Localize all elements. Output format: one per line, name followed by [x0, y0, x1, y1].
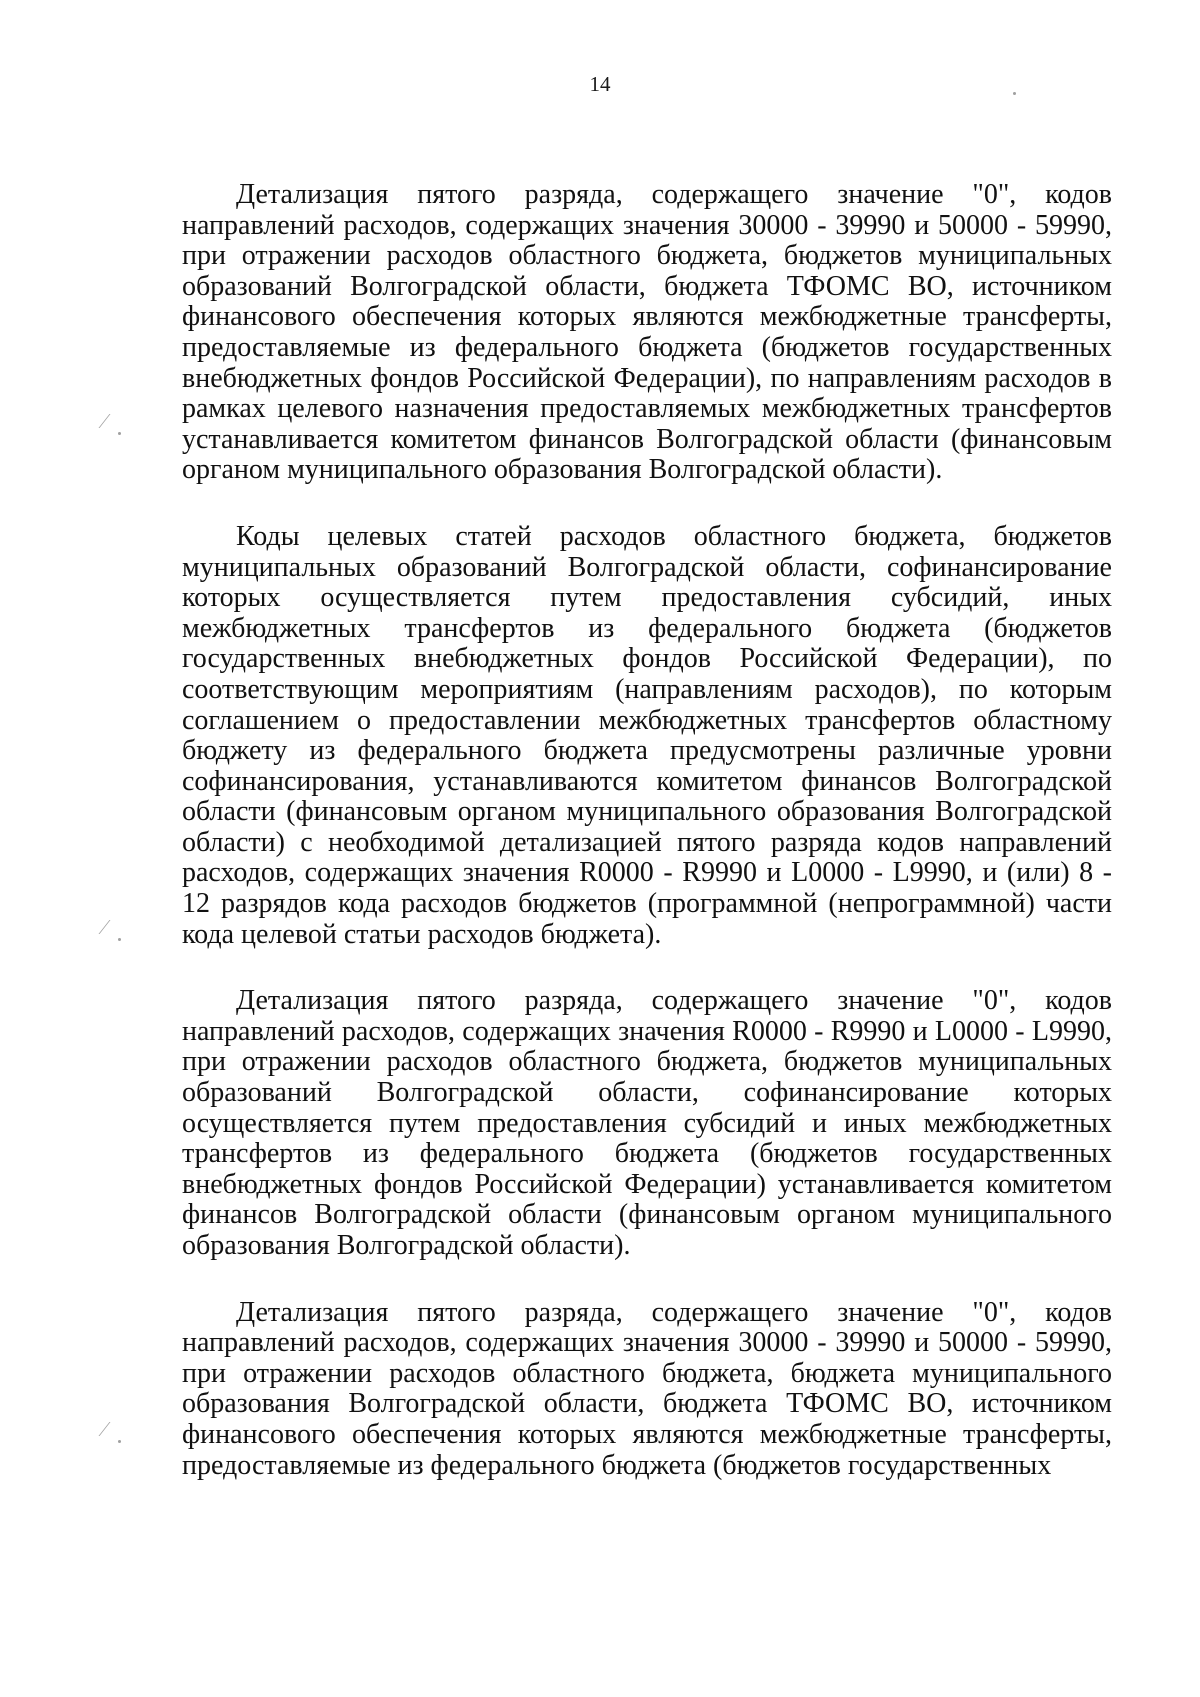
- scan-dot: [1013, 92, 1016, 95]
- scan-mark: [99, 920, 121, 934]
- scan-dot: [118, 432, 121, 435]
- paragraph: Детализация пятого разряда, содержащего значение "0", кодов направлений расходов, содержащих значения R0000 - R9990 и L0000 - L9990, при отражении расходов областного бюджета, бюджетов муниципальных образований Волгоградской области, софинансирование которых осуществляется путем предоставления субсидий и иных межбюджетных трансфертов из федерального бюджета (бюджетов государственных внебюджетных фондов Российской Федерации) устанавливается комитетом финансов Волгоградской области (финансовым органом муниципального образования Волгоградской области).: [182, 985, 1112, 1261]
- scan-mark: [99, 414, 121, 428]
- paragraph: Детализация пятого разряда, содержащего значение "0", кодов направлений расходов, содержащих значения 30000 - 39990 и 50000 - 59990, при отражении расходов областного бюджета, бюджета муниципального образования Волгоградской области, бюджета ТФОМС ВО, источником финансового обеспечения которых являются межбюджетные трансферты, предоставляемые из федерального бюджета (бюджетов государственных: [182, 1296, 1112, 1481]
- document-body: [182, 180, 1112, 1517]
- scan-dot: [118, 938, 121, 941]
- scan-dot: [118, 1440, 121, 1443]
- paragraph: Коды целевых статей расходов областного бюджета, бюджетов муниципальных образований Волгоградской области, софинансирование которых осуществляется путем предоставления субсидий, иных межбюджетных трансфертов из федерального бюджета (бюджетов государственных внебюджетных фондов Российской Федерации), по соответствующим мероприятиям (направлениям расходов), по которым соглашением о предоставлении межбюджетных трансфертов областному бюджету из федерального бюджета предусмотрены различные уровни софинансирования, устанавливаются комитетом финансов Волгоградской области (финансовым органом муниципального образования Волгоградской области) с необходимой детализацией пятого разряда кодов направлений расходов, содержащих значения R0000 - R9990 и L0000 - L9990, и (или) 8 - 12 разрядов кода расходов бюджетов (программной (непрограммной) части кода целевой статьи расходов бюджета).: [182, 520, 1112, 950]
- page-number: 14: [589, 72, 611, 96]
- scan-mark: [99, 1422, 121, 1436]
- paragraph: Детализация пятого разряда, содержащего значение "0", кодов направлений расходов, содержащих значения 30000 - 39990 и 50000 - 59990, при отражении расходов областного бюджета, бюджетов муниципальных образований Волгоградской области, бюджета ТФОМС ВО, источником финансового обеспечения которых являются межбюджетные трансферты, предоставляемые из федерального бюджета (бюджетов государственных внебюджетных фондов Российской Федерации), по направлениям расходов в рамках целевого назначения предоставляемых межбюджетных трансфертов устанавливается комитетом финансов Волгоградской области (финансовым органом муниципального образования Волгоградской области).: [182, 179, 1112, 486]
